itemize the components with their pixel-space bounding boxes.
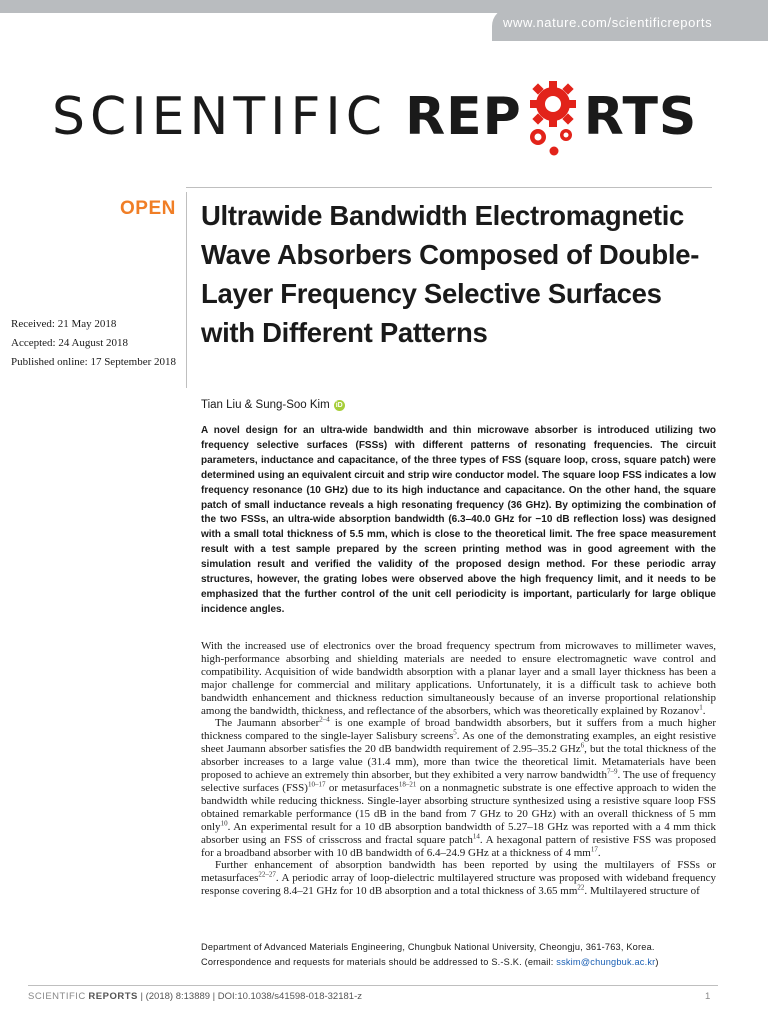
title-vertical-rule — [186, 192, 187, 388]
citation-ref[interactable]: 7–9 — [607, 767, 618, 776]
accepted-date: Accepted: 24 August 2018 — [11, 337, 129, 349]
footer-divider — [28, 985, 718, 986]
citation-ref[interactable]: 5 — [453, 728, 457, 737]
text-run: or metasurfaces — [325, 781, 399, 794]
citation-ref[interactable]: 22–27 — [258, 870, 276, 879]
body-paragraph-3 — [201, 859, 716, 898]
citation-ref[interactable]: 1 — [699, 702, 703, 711]
orcid-icon[interactable]: iD — [335, 401, 343, 409]
text-run: . An experimental result for a 10 dB absorption bandwidth of 5.27–18 GHz was reported with a 4 mm thick absorber using an FSS of crisscross and fractal square patch — [201, 820, 716, 846]
email-link[interactable]: sskim@chungbuk.ac.kr — [556, 956, 656, 967]
text-run: . Multilayered structure of — [584, 885, 700, 898]
citation-ref[interactable]: 10 — [220, 819, 228, 828]
citation-ref[interactable]: 22 — [577, 883, 585, 892]
citation-ref[interactable]: 14 — [472, 831, 480, 840]
text-run: . A periodic array of loop-dielectric multilayered structure was proposed with wideband frequency response covering 8.4–21 GHz for 10 dB absorption and a total thickness of 3.65 mm — [201, 872, 716, 898]
footer-citation — [28, 991, 362, 1002]
gear-tooth — [549, 119, 557, 127]
gear-tooth — [530, 100, 538, 108]
article-title: Ultrawide Bandwidth Electromagnetic Wave Absorbers Composed of Double-Layer Frequency Selective Surfaces with Different Patterns — [201, 200, 700, 348]
gear-tooth — [568, 100, 576, 108]
footer-journal-scientific: SCIENTIFIC — [28, 991, 86, 1002]
text-run: The Jaumann absorber — [215, 717, 320, 730]
page-number: 1 — [705, 991, 711, 1002]
abstract: A novel design for an ultra-wide bandwidth and thin microwave absorber is introduced utilizing two frequency selective surfaces (FSSs) with different patterns of resonating frequencies. The circuit parameters, inductance and capacitance, of the three types of FSS (square loop, cross, square patch) were determined using an equivalent circuit and strip wire conductor model. The square loop FSS indicates a low frequency resonance (10 GHz) due to its high inductance and capacitance. On the other hand, the square patch of small inductance reveals a high resonating frequency (36 GHz). By optimizing the combination of the two FSSs, an ultra-wide absorption bandwidth (6.3–40.0 GHz for −10 dB reflection loss) was designed with a small total thickness of 5.5 mm, which is close to the theoretical limit. The free space measurement result with a test sample prepared by the screen printing method was in good agreement with the simulation result and verified the validity of the proposed design method. For these periodic array structures, however, the grating lobes were observed above the high frequency limit, and it needs to be emphasized that the further control of the unit cell periodicity is important, particularly for large oblique incidence angles. — [201, 425, 716, 615]
received-date: Received: 21 May 2018 — [11, 318, 117, 330]
citation-ref[interactable]: 10–17 — [307, 780, 326, 789]
journal-logo — [52, 82, 697, 152]
published-date: Published online: 17 September 2018 — [11, 356, 176, 368]
text-run: . — [702, 704, 706, 717]
text-run: Further enhancement of absorption bandwidth has been reported by using the multilayers of FSSs or metasurfaces — [201, 859, 716, 885]
citation-ref[interactable]: 17 — [590, 844, 598, 853]
footer-journal-reports: REPORTS — [88, 991, 138, 1002]
text-run: . As one of the demonstrating examples, an eight resistive sheet Jaumann absorber satisfies the 20 dB bandwidth requirement of 2.95–35.2 GHz — [201, 730, 717, 756]
text-run: . A hexagonal pattern of resistive FSS was proposed for a broadband absorber with 10 dB bandwidth of 6.4–24.9 GHz at a thickness of 4 mm — [201, 833, 716, 859]
text-run: . The use of frequency selective surfaces (FSS) — [201, 769, 717, 794]
citation-ref[interactable]: 2–4 — [319, 715, 330, 724]
logo-word-rep: REP — [405, 87, 522, 147]
footnote — [201, 940, 721, 969]
header-divider — [186, 187, 712, 188]
citation-ref[interactable]: 18–21 — [398, 780, 417, 789]
text-run: , but the total thickness of the absorber increases to a large value (31.4 mm), more than twice the theoretical limit. Metamaterials have been proposed to achieve an extremely thin absorber, but they exhibited a very narrow bandwidth — [201, 743, 716, 782]
affiliation: Department of Advanced Materials Engineering, Chungbuk National University, Cheongju, 361-763, Korea. — [201, 942, 655, 952]
body-paragraph-1 — [201, 640, 716, 717]
publication-dates — [11, 315, 176, 372]
author-line — [201, 399, 345, 411]
gear-logo-icon — [524, 77, 582, 157]
logo-word-scientific: SCIENTIFIC — [52, 87, 388, 147]
open-access-label: OPEN — [120, 198, 176, 219]
body-paragraph-2 — [201, 717, 716, 859]
article-body — [201, 640, 716, 898]
correspondence-text: Correspondence and requests for materials should be addressed to S.-S.K. (email: — [201, 956, 557, 967]
text-run: . — [597, 846, 601, 859]
text-run: With the increased use of electronics over the broad frequency spectrum from microwaves to millimeter waves, high-performance absorbing and shielding materials are needed to ensure electromagnetic wave control and compatibility. Acquisition of wide bandwidth absorption with a planar layer and a small layer thickness has been a major challenge for commercial and military applications. Unfortunately, it is a difficult task to achieve both bandwidth enhancement and thickness reduction simultaneously because of an inverse proportional relationship among the bandwidth, thickness, and reflectance of the absorbers, which was theoretically explained by Rozanov — [201, 640, 716, 717]
logo-word-rts: RTS — [583, 87, 698, 147]
author-names: Tian Liu & Sung-Soo Kim — [201, 399, 330, 411]
text-run: is one example of broad bandwidth absorbers, but it suffers from a much higher thickness compared to the single-layer Salisbury screens — [201, 717, 716, 743]
text-run: on a nonmagnetic substrate is one effective approach to widen the bandwidth while reducing thickness. Single-layer absorbing structure synthesized using a resistive square loop FSS obtained remarkable performance (15 dB in the band from 7 GHz to 20 GHz) with an overall thickness of 5 mm only — [201, 781, 716, 833]
correspondence-close: ) — [655, 956, 659, 967]
citation-ref[interactable]: 6 — [580, 741, 585, 750]
correspondence — [201, 955, 721, 970]
gear-tooth — [549, 81, 557, 89]
journal-url-link[interactable]: www.nature.com/scientificreports — [503, 15, 713, 30]
footer-doi: | (2018) 8:13889 | DOI:10.1038/s41598-018-32181-z — [137, 991, 362, 1002]
